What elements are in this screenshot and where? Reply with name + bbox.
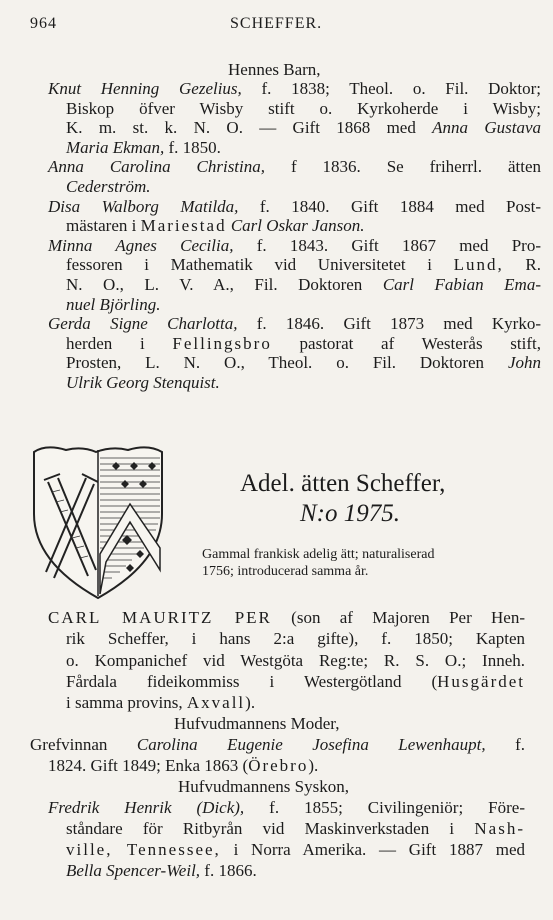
child-entry-4-line: N. O., L. V. A., Fil. Doktoren Carl Fabian Ema-	[66, 275, 541, 294]
mother-entry-line: 1824. Gift 1849; Enka 1863 (Örebro).	[48, 756, 319, 775]
head-entry-line: CARL MAURITZ PER (son af Majoren Per Hen-	[48, 608, 526, 627]
head-entry-line: o. Kompanichef vid Westgöta Reg:te; R. S. O.; Inneh.	[66, 651, 525, 670]
head-entry-line: i samma provins, Axvall).	[66, 693, 256, 712]
head-entry-line: rik Scheffer, i hans 2:a gifte), f. 1850; Kapten	[66, 629, 525, 648]
family-title-text: Adel. ätten Scheffer,	[240, 470, 446, 497]
child-entry-3-line: Disa Walborg Matilda, f. 1840. Gift 1884 med Post-	[48, 197, 541, 216]
family-description-line-1: Gammal frankisk adelig ätt; naturaliserad	[202, 547, 435, 562]
child-entry-5-line: Gerda Signe Charlotta, f. 1846. Gift 1873 med Kyrko-	[48, 314, 541, 333]
child-entry-4-line: nuel Björling.	[66, 295, 161, 314]
child-entry-2-line: Cederström.	[66, 177, 151, 196]
child-entry-1-line: Knut Henning Gezelius, f. 1838; Theol. o. Fil. Doktor;	[48, 79, 542, 98]
child-entry-4-line: fessoren i Mathematik vid Universitetet i Lund, R.	[66, 255, 541, 274]
mother-entry-line: Grefvinnan Carolina Eugenie Josefina Lewenhaupt, f.	[30, 735, 526, 754]
head-entry-line: Fårdala fideikommiss i Westergötland (Husgärdet	[66, 672, 525, 691]
coat-of-arms-shield	[26, 444, 170, 602]
child-entry-1-line: Maria Ekman, f. 1850.	[66, 138, 221, 157]
child-entry-5-line: Prosten, L. N. O., Theol. o. Fil. Doktoren John	[66, 353, 541, 372]
family-title	[240, 470, 445, 498]
child-entry-3-line: mästaren i Mariestad Carl Oskar Janson.	[66, 216, 365, 235]
sibling-entry-line: Fredrik Henrik (Dick), f. 1855; Civilingeniör; Före-	[48, 798, 526, 817]
child-entry-1-line: K. m. st. k. N. O. — Gift 1868 med Anna Gustava	[66, 118, 542, 137]
family-number: N:o 1975.	[300, 500, 400, 527]
running-title: SCHEFFER.	[230, 15, 323, 32]
mother-heading: Hufvudmannens Moder,	[174, 714, 340, 733]
sibling-entry-line: ville, Tennessee, i Norra Amerika. — Gift 1887 med	[66, 840, 525, 859]
child-entry-1-line: Biskop öfver Wisby stift o. Kyrkoherde i Wisby;	[66, 99, 541, 118]
siblings-heading: Hufvudmannens Syskon,	[178, 777, 349, 796]
page-number: 964	[30, 15, 57, 32]
sibling-entry-line: ståndare för Ritbyrån vid Maskinverkstaden i Nash-	[66, 819, 525, 838]
sibling-entry-line: Bella Spencer-Weil, f. 1866.	[66, 861, 257, 880]
child-entry-5-line: herden i Fellingsbro pastorat af Westerås stift,	[66, 334, 541, 353]
child-entry-2-line: Anna Carolina Christina, f 1836. Se friherrl. ätten	[48, 157, 541, 176]
children-heading: Hennes Barn,	[228, 60, 321, 79]
child-entry-5-line: Ulrik Georg Stenquist.	[66, 373, 220, 392]
family-description-line-2: 1756; introducerad samma år.	[202, 564, 369, 579]
child-entry-4-line: Minna Agnes Cecilia, f. 1843. Gift 1867 med Pro-	[48, 236, 541, 255]
